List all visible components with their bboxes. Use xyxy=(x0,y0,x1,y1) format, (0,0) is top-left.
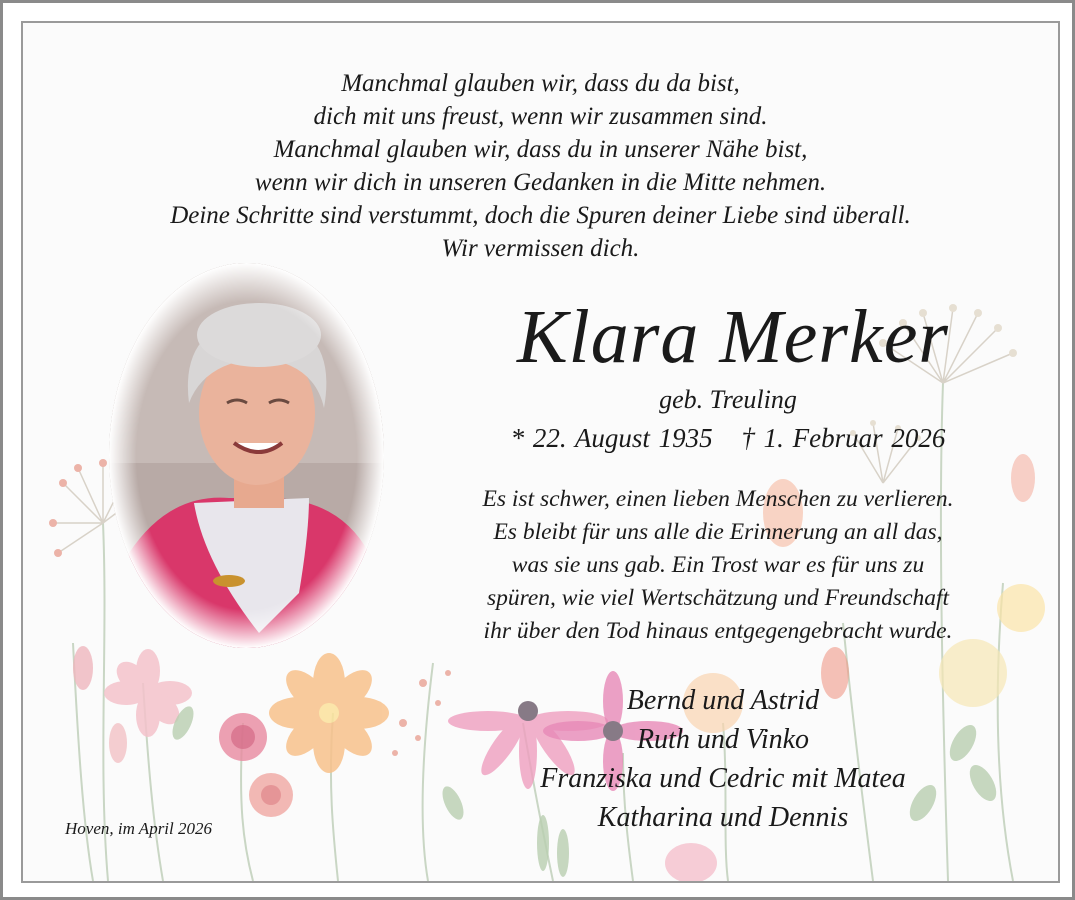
portrait-photo xyxy=(109,263,384,648)
poem xyxy=(23,67,1058,265)
birth-name: geb. Treuling xyxy=(659,385,797,414)
family-line: Bernd und Astrid xyxy=(626,685,820,716)
message-line: was sie uns gab. Ein Trost war es für uns zu xyxy=(511,552,925,578)
deceased-name: Klara Merker xyxy=(516,295,950,379)
poem-line: wenn wir dich in unseren Gedanken in die Mitte nehmen. xyxy=(254,169,827,196)
birth-date: * 22. August 1935 xyxy=(510,423,713,453)
life-dates xyxy=(463,423,993,454)
poem-line: Deine Schritte sind verstummt, doch die Spuren deiner Liebe sind überall. xyxy=(170,202,911,229)
message-line: Es bleibt für uns alle die Erinnerung an all das, xyxy=(493,519,943,545)
poem-line: dich mit uns freust, wenn wir zusammen sind. xyxy=(313,103,768,130)
family-line: Katharina und Dennis xyxy=(597,802,849,833)
condolence-message xyxy=(418,483,1018,648)
notice-card xyxy=(21,21,1060,883)
family-line: Ruth und Vinko xyxy=(636,724,810,755)
poem-line: Wir vermissen dich. xyxy=(441,235,640,262)
poem-line: Manchmal glauben wir, dass du da bist, xyxy=(341,70,740,97)
message-line: spüren, wie viel Wertschätzung und Freundschaft xyxy=(486,585,950,611)
message-line: Es ist schwer, einen lieben Menschen zu verlieren. xyxy=(482,486,954,512)
family-line: Franziska und Cedric mit Matea xyxy=(540,763,906,794)
place-and-date: Hoven, im April 2026 xyxy=(65,819,213,838)
message-line: ihr über den Tod hinaus entgegengebracht wurde. xyxy=(483,618,953,644)
death-date: † 1. Februar 2026 xyxy=(741,423,946,453)
family-signatures xyxy=(423,681,1023,837)
poem-line: Manchmal glauben wir, dass du in unserer Nähe bist, xyxy=(273,136,808,163)
